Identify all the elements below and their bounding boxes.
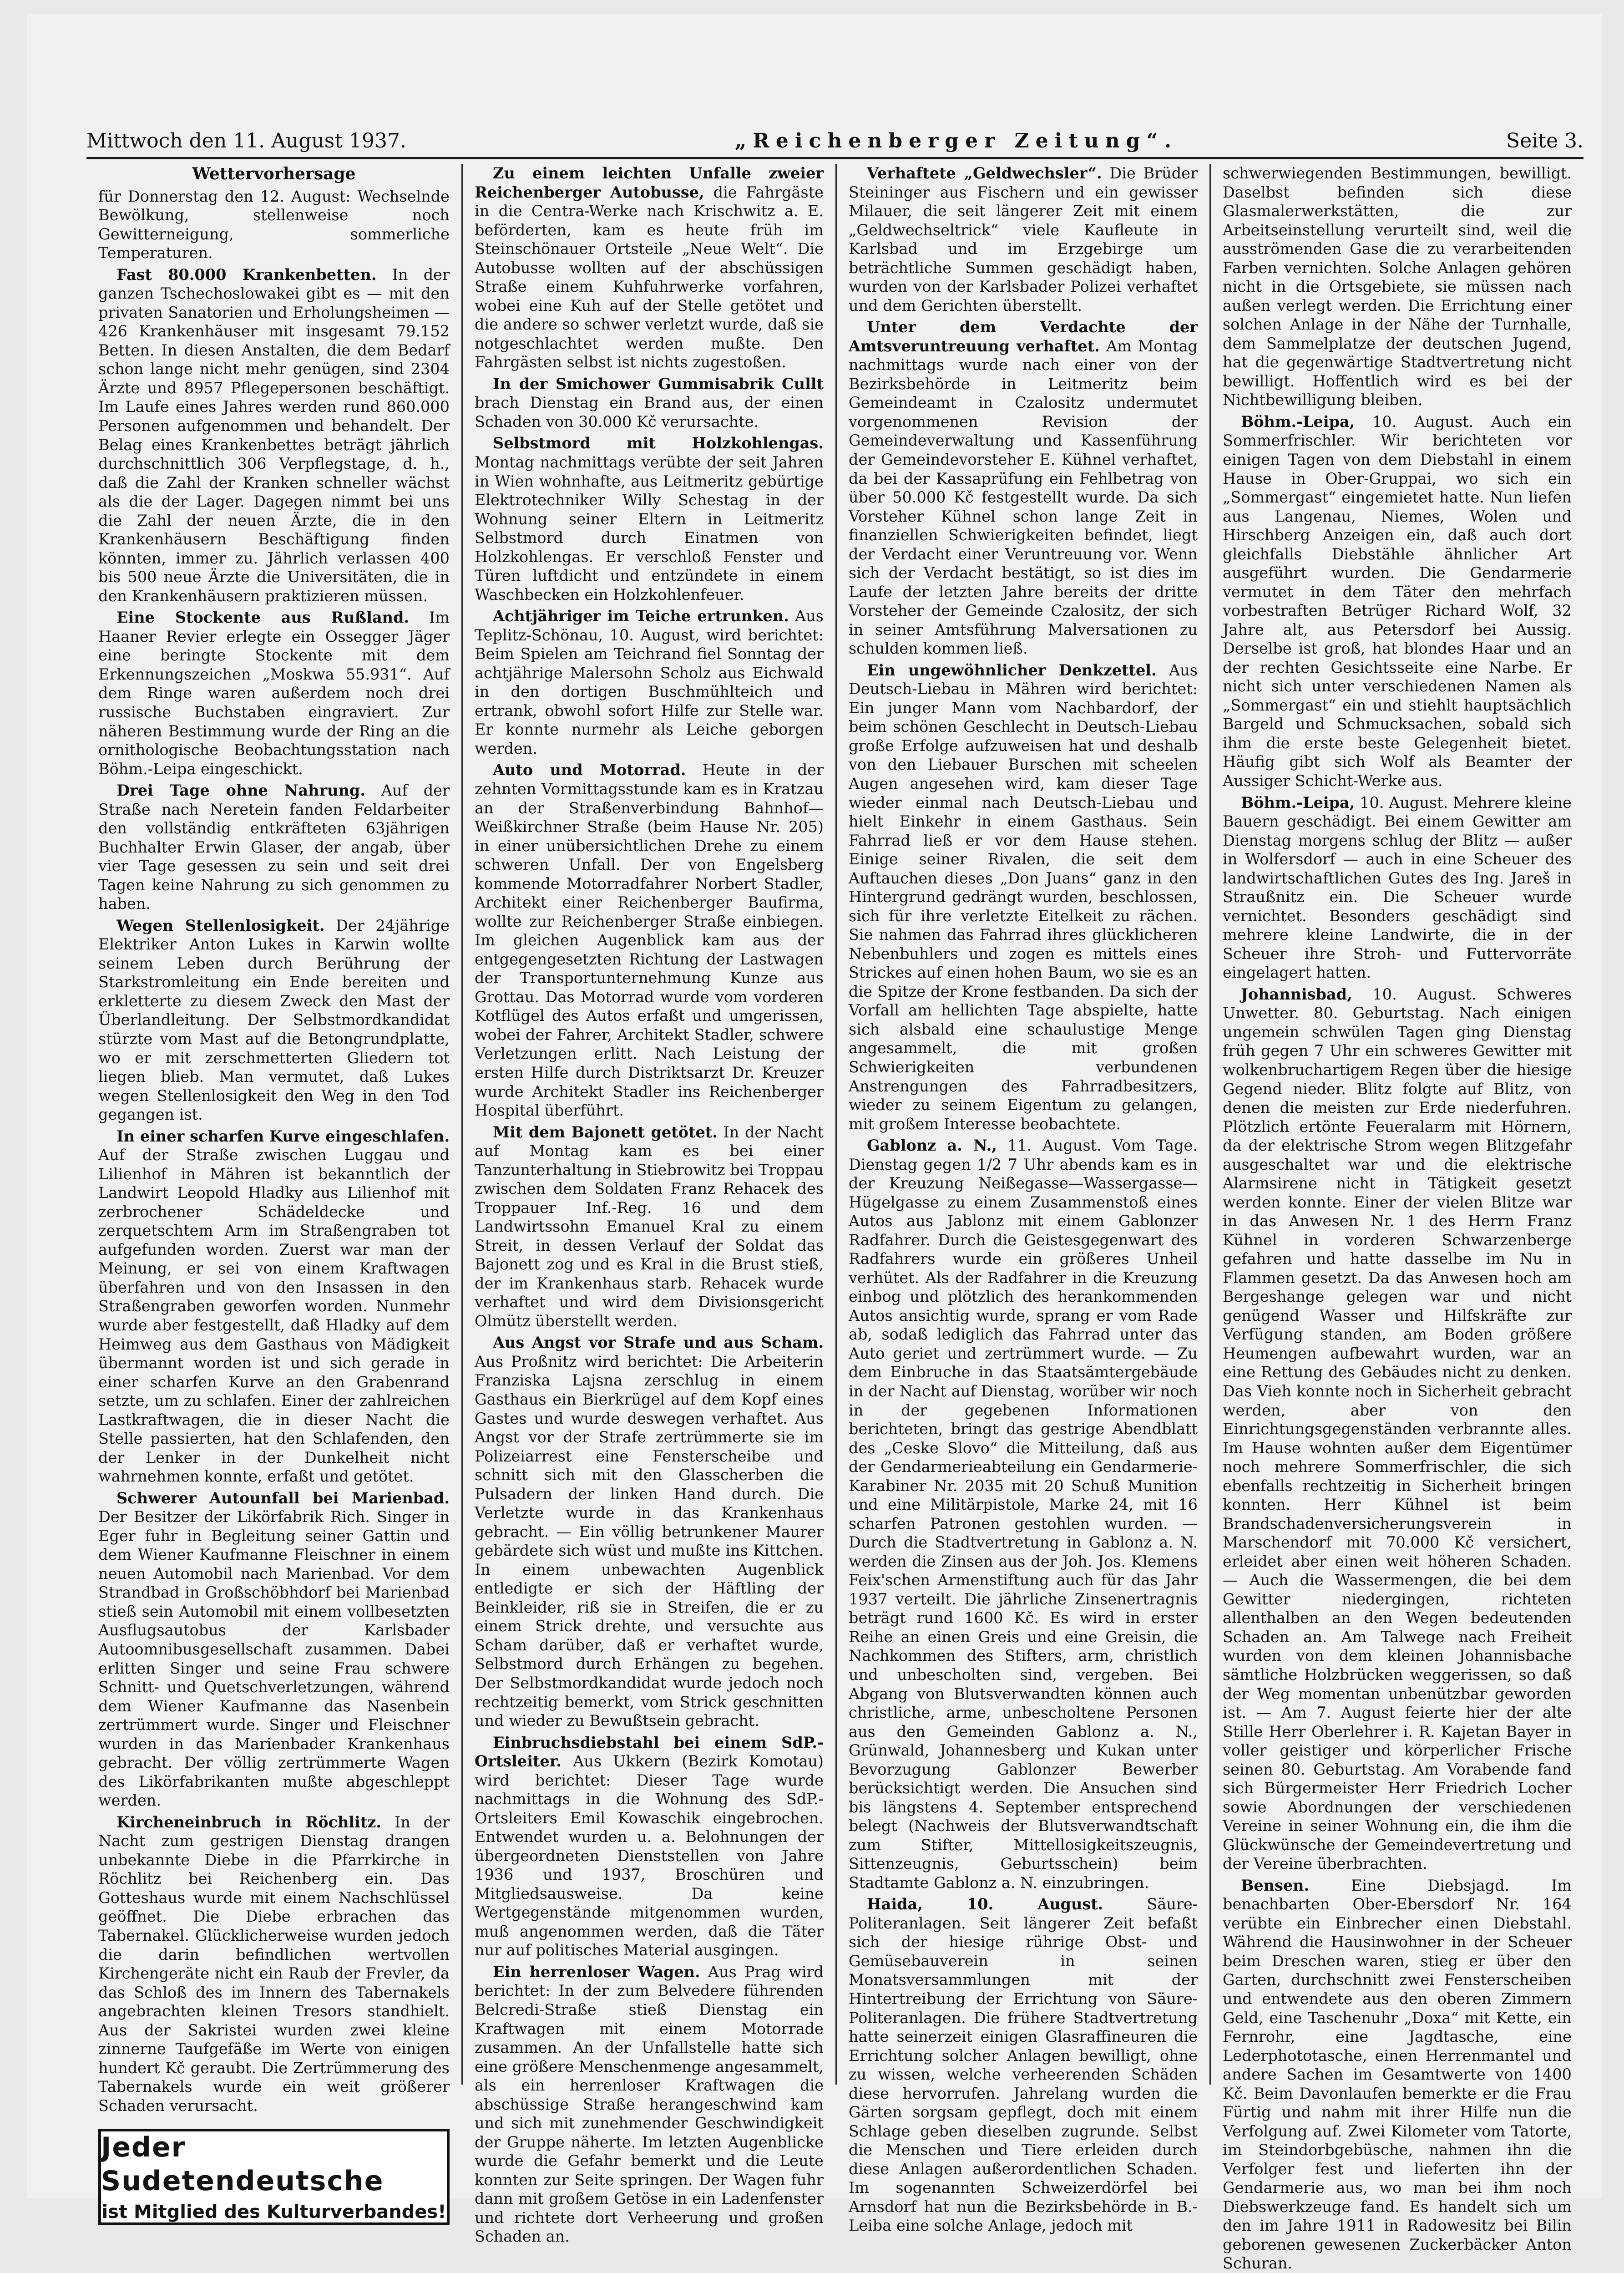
article [849,1895,1198,2235]
article-headline: Kircheneinbruch in Röchlitz. [116,1813,382,1831]
article-body: Aus Proßnitz wird berichtet: Die Arbeiterin Franziska Lajsna zerschlug in einem Gasthaus ein Bierkrügel auf dem Kopf eines Gastes und wurde deswegen verhaftet. Aus Angst vor der Strafe zertrümmerte sie im Polizeiarrest eine Fensterscheibe und schnitt sich mit den Glasscherben die Pulsadern der linken Hand durch. Die Verletzte wurde in das Krankenhaus gebracht. — Ein völlig betrunkener Maurer gebärdete sich wüst und mußte ins Kittchen. In einem unbewachten Augenblick entledigte er sich der Häftling der Beinkleider, riß sie in Streifen, die er zu einem Strick drehte, und versuchte aus Scham darüber, daß er verhaftet wurde, Selbstmord durch Erhängen zu begehen. Der Selbstmordkandidat wurde jedoch noch rechtzeitig bemerkt, vom Strick geschnitten und wieder zu Bewußtsein gebracht. [475,1352,824,1730]
article-body: Die Brüder Steininger aus Fischern und ein gewisser Milauer, die seit längerer Zeit mit einem „Geldwechseltrick“ viele Kaufleute in Karlsbad und im Erzgebirge um beträchtliche Summen geschädigt haben, wurden von der Karlsbader Polizei verhaftet und dem Gerichten überstellt. [849,164,1198,315]
article [98,1489,450,1810]
article-body: Eine Diebsjagd. Im benachbarten Ober-Ebersdorf Nr. 164 verübte ein Einbrecher einen Diebstahl. Während die Hausinwohner in der Scheuer beim Dreschen waren, stieg er über den Garten, durchschnitt zwei Fensterscheiben und entwendete aus den oberen Zimmern Geld, eine Taschenuhr „Doxa“ mit Kette, ein Fernrohr, eine Jagdtasche, eine Lederphototasche, einen Herrenmantel und andere Sachen im Gesamtwerte von 1400 Kč. Beim Davonlaufen bemerkte er die Frau Fürtig und nahm mit ihrer Hilfe nun die Verfolgung auf. Zwei Kilometer vom Tatorte, im Steindorbgebüsche, nahmen ihn die Verfolger fest und lieferten ihn der Gendarmerie aus, wo man bei ihm noch Diebswerkzeuge fand. Es handelt sich um den im Jahre 1911 in Radowesitz bei Bilin geborenen gewesenen Zuckerbäcker Anton Schuran. [1223,1876,1572,2273]
article-body: Aus Teplitz-Schönau, 10. August, wird berichtet: Beim Spielen am Teichrand fiel Sonntag der achtjährige Malersohn Scholz aus Eichwald in den dortigen Buschmühlteich und ertrank, obwohl sofort Hilfe zur Stelle war. Er konnte nurmehr als Leiche geborgen werden. [475,607,824,757]
article [849,318,1198,658]
article [475,607,824,758]
article-headline: Bensen. [1241,1876,1310,1894]
article-body: Montag nachmittags verübte der seit Jahren in Wien wohnhafte, aus Leitmeritz gebürtige Elektrotechniker Willy Schestag in der Wohnung seiner Eltern in Leitmeritz Selbstmord durch Einatmen von Holzkohlengas. Er verschloß Fenster und Türen luftdicht und entzündete in einem Waschbecken ein Holzkohlenfeuer. [475,453,824,604]
article-headline: Eine Stockente aus Rußland. [116,609,410,627]
article-headline: Auto und Motorrad. [493,761,686,779]
article-body: Aus Prag wird berichtet: In der zum Belvedere führenden Belcredi-Straße stieß Dienstag ein Kraftwagen mit einem Motorrade zusammen. An der Unfallstelle hatte sich eine größere Menschenmenge angesammelt, als ein herrenloser Kraftwagen die abschüssige Straße herangeschwind kam und sich mit zunehmender Geschwindigkeit der Gruppe näherte. Im letzten Augenblicke wurde die Gefahr bemerkt und die Leute konnten zur Seite springen. Der Wagen fuhr dann mit großem Getöse in ein Ladenfenster und richtete dort Verheerung und großen Schaden an. [475,1963,824,2246]
article-headline: In der Smichower Gummisabrik Cullt [493,375,824,393]
article-body: Aus Deutsch-Liebau in Mähren wird berichtet: Ein junger Mann vom Nachbardorf, der beim schönen Geschlecht in Deutsch-Liebau große Erfolge aufzuweisen hat und deshalb von den Liebauer Burschen mit scheelen Augen angesehen wird, kam dieser Tage wieder einmal nach Deutsch-Liebau und hielt Einkehr in einem Gasthaus. Sein Fahrrad ließ er vor dem Hause stehen. Einige seiner Rivalen, die seit dem Auftauchen dieses „Don Juans“ ganz in den Hintergrund gedrängt wurden, beschlossen, sich für ihre verletzte Eitelkeit zu rächen. Sie nahmen das Fahrrad ihres glücklicheren Nebenbuhlers und zogen es mittels eines Strickes auf einen hohen Baum, wo sie es an die Spitze der Krone festbanden. Da sich der Vorfall am hellichten Tage abspielte, hatte sich alsbald eine schaulustige Menge angesammelt, die mit großen Schwierigkeiten verbundenen Anstrengungen des Fahrradbesitzers, wieder zu seinem Eigentum zu gelangen, mit großem Interesse beobachtete. [849,661,1198,1133]
article-body: Am Montag nachmittags wurde nach einer von der Bezirksbehörde in Leitmeritz beim Gemeindeamt in Czalositz undermutet vorgenommenen Revision der Gemeindeverwaltung und Kassenführung der Gemeindevorsteher E. Kühnel verhaftet, da bei der Kassaprüfung ein Fehlbetrag von über 50.000 Kč festgestellt wurde. Da sich Vorsteher Kühnel schon lange Zeit in finanziellen Schwierigkeiten befindet, liegt der Verdacht einer Veruntreuung vor. Wenn sich der Verdacht bestätigt, so ist dies im Laufe der letzten Jahre bereits der dritte Vorsteher der Gemeinde Czalositz, der sich in seiner Amtsführung Malversationen zu schulden kommen ließ. [849,337,1198,658]
article [849,1136,1198,1892]
article-continuation: schwerwiegenden Bestimmungen, bewilligt. Daselbst befinden sich diese Glasmalerwerkstätten, die zur Arbeitseinstellung verurteilt sind, weil die ausströmenden Gase die zu verarbeitenden Farben vernichten. Solche Anlagen gehören nicht in die Ortsgebiete, sie müssen nach außen verlegt werden. Die Errichtung einer solchen Anlage in der Nähe der Turnhalle, dem Sammelplatze der deutschen Jugend, hat die gegenwärtige Stadtvertretung nicht bewilligt. Hoffentlich wird es bei der Nichtbewilligung bleiben. [1223,164,1572,409]
article-body: Der 24jährige Elektriker Anton Lukes in Karwin wollte seinem Leben durch Berührung der Starkstromleitung ein Ende bereiten und erkletterte zu diesem Zweck den Mast der Überlandleitung. Der Selbstmordkandidat stürzte vom Mast auf die Betongrundplatte, wo er mit zerschmetterten Gliedern tot liegen blieb. Man vermutet, daß Lukes wegen Stellenlosigkeit den Weg in den Tod gegangen ist. [98,916,450,1124]
article-body: 10. August. Schweres Unwetter. 80. Geburtstag. Nach einigen ungemein schwülen Tagen ging Dienstag früh gegen 7 Uhr ein schweres Gewitter mit wolkenbruchartigem Regen über die hiesige Gegend nieder. Blitz folgte auf Blitz, von denen die meisten zur Erde niederfuhren. Plötzlich ertönte Feueralarm mit Hörnern, da der elektrische Strom wegen Blitzgefahr ausgeschaltet war und die elektrische Alarmsirene nicht in Tätigkeit gesetzt werden konnte. Einer der vielen Blitze war in das Anwesen Nr. 1 des Herrn Franz Kühnel in vorderen Schwarzenberge gefahren und hatte dasselbe im Nu in Flammen gesetzt. Da das Anwesen hoch am Bergeshange gelegen war und nicht genügend Wasser und Hilfskräfte zur Verfügung standen, am Boden größere Heumengen aufbewahrt wurden, war an eine Rettung des Gebäudes nicht zu denken. Das Vieh konnte noch in Sicherheit gebracht werden, aber von den Einrichtungsgegenständen verbrannte alles. Im Hause wohnten außer dem Eigentümer noch mehrere Sommerfrischler, die sich ebenfalls rechtzeitig in Sicherheit bringen konnten. Herr Kühnel ist beim Brandschadenversicherungsverein in Marschendorf mit 70.000 Kč versichert, erleidet aber einen weit höheren Schaden. — Auch die Wassermengen, die bei dem Gewitter niedergingen, richteten allenthalben an den Wegen bedeutenden Schaden an. Am Talwege nach Freiheit wurden von dem kleinen Johannisbache sämtliche Holzbrücken weggerissen, so daß der Weg momentan unbenützbar geworden ist. — Am 7. August feierte hier der alte Stille Herr Oberlehrer i. R. Kajetan Bayer in voller geistiger und körperlicher Frische seinen 80. Geburtstag. Am Vorabende fand sich Bürgermeister Herr Friedrich Locher sowie Abordnungen der verschiedenen Vereine in seiner Wohnung ein, die ihm die Glückwünsche der Gemeindevertretung und der Vereine überbrachten. [1223,985,1572,1873]
article [98,916,450,1124]
article-headline: Johannisbad, [1241,985,1352,1003]
article-body: Der Besitzer der Likörfabrik Rich. Singer in Eger fuhr in Begleitung seiner Gattin und dem Wiener Kaufmanne Fleischner in einem neuen Automobil nach Marienbad. Vor dem Strandbad in Großschöbhdorf bei Marienbad stieß sein Automobil mit einem vollbesetzten Ausflugsautobus der Karlsbader Autoomnibusgesellschaft zusammen. Dabei erlitten Singer und seine Frau schwere Schnitt- und Quetschverletzungen, während dem Wiener Kaufmanne das Nasenbein zertrümmert wurde. Singer und Fleischner wurden in das Marienbader Krankenhaus gebracht. Der völlig zertrümmerte Wagen des Likörfabrikanten mußte abgeschleppt werden. [98,1508,450,1810]
article [475,434,824,604]
newspaper-name: „Reichenberger Zeitung“. [734,129,1178,152]
article-body: In der Nacht zum gestrigen Dienstag drangen unbekannte Diebe in die Pfarrkirche in Röchlitz bei Reichenberg ein. Das Gotteshaus wurde mit einem Nachschlüssel geöffnet. Die Diebe erbrachen das Tabernakel. Glücklicherweise wurden jedoch die darin befindlichen wertvollen Kirchengeräte nicht ein Raub der Frevler, da das Schloß des im Innern des Tabernakels angebrachten kleinen Tresors standhielt. Aus der Sakristei wurden zwei kleine zinnerne Taufgefäße im Werte von einigen hundert Kč geraubt. Die Zertrümmerung des Tabernakels wurde ein weit größerer Schaden verursacht. [98,1813,450,2115]
article-body: 10. August. Mehrere kleine Bauern geschädigt. Bei einem Gewitter am Dienstag morgens schlug der Blitz — außer in Wolfersdorf — auch in eine Scheuer des landwirtschaftlichen Gutes des Ing. Jareš in Straußnitz ein. Die Scheuer wurde vernichtet. Besonders geschädigt sind mehrere kleine Landwirte, die in der Scheuer ihre Stroh- und Futtervorräte eingelagert hatten. [1223,793,1572,982]
article-headline: Unter dem Verdachte der Amtsveruntreuung verhaftet. [849,318,1198,355]
article-body: die Fahrgäste in die Centra-Werke nach Krischwitz a. E. beförderten, kam es heute früh im Steinschönauer Ortsteile „Neue Welt“. Die Autobusse wollten auf der abschüssigen Straße einem Kuhfuhrwerke vorfahren, wobei eine Kuh auf der Stelle getötet und die andere so schwer verletzt wurde, daß sie notgeschlachtet werden mußte. Den Fahrgästen selbst ist nichts zugestoßen. [475,183,824,371]
article-headline: Schwerer Autounfall bei Marienbad. [116,1489,450,1507]
article [98,608,450,778]
article-headline: Fast 80.000 Krankenbetten. [116,265,377,284]
article-headline: Achtjähriger im Teiche ertrunken. [493,607,789,625]
article-headline: In einer scharfen Kurve eingeschlafen. [116,1127,450,1145]
article [849,661,1198,1133]
column-2 [461,164,835,2246]
article [849,164,1198,315]
article-body: 10. August. Auch ein Sommerfrischler. Wir berichteten vor einigen Tagen von dem Diebstahl in einem Hause in Ober-Gruppai, wo sich ein „Sommergast“ eingemietet hatte. Nun liefen aus Langenau, Niemes, Wolen und Hirschberg Anzeigen ein, daß auch dort gleichfalls Diebstähle ähnlicher Art ausgeführt wurden. Die Gendarmerie vermutet in dem Täter den mehrfach vorbestraften Betrüger Richard Wolf, 32 Jahre alt, aus Petersdorf bei Aussig. Derselbe ist groß, hat blondes Haar und an der rechten Gesichtsseite eine Narbe. Er nicht sich unter verschiedenen Namen als „Sommergast“ ein und stiehlt hauptsächlich Bargeld und Schmucksachen, sobald sich ihm die erste beste Gelegenheit bietet. Häufig gibt sich Wolf als Beamter der Aussiger Schicht-Werke aus. [1223,412,1572,790]
article-body: In der Nacht auf Montag kam es bei einer Tanzunterhaltung in Stiebrowitz bei Troppau zwischen dem Soldaten Franz Rehacek des Troppauer Inf.-Reg. 16 und dem Landwirtssohn Emanuel Kral zu einem Streit, in dessen Verlauf der Soldat das Bajonett zog und es Kral in die Brust stieß, der im Krankenhaus starb. Rehacek wurde verhaftet und wird dem Divisionsgericht Olmütz überstellt werden. [475,1123,824,1330]
article [98,265,450,606]
article-body: 11. August. Vom Tage. Dienstag gegen 1/2 7 Uhr abends kam es in der Kreuzung Neißegasse—Wassergasse—Hügelgasse zu einem Zusammenstoß eines Autos aus Jablonz mit einem Gablonzer Radfahrer. Durch die Geistesgegenwart des Radfahrers wurde ein größeres Unheil verhütet. Als der Radfahrer in die Kreuzung einbog und plötzlich des herankommenden Autos ansichtig wurde, sprang er vom Rade ab, sodaß lediglich das Fahrrad unter das Auto geriet und zertrümmert wurde. — Zu dem Einbruche in das Staatsämtergebäude in der Nacht auf Dienstag, worüber wir noch in der gegebenen Informationen berichteten, bringt das gestrige Abendblatt des „Ceske Slovo“ die Mitteilung, daß aus der Gendarmerieabteilung ein Gendarmerie-Karabiner Nr. 2035 mit 20 Schuß Munition und eine Militärpistole, Marke 24, mit 16 scharfen Patronen gestohlen wurden. — Durch die Stadtvertretung in Gablonz a. N. werden die Zinsen aus der Joh. Jos. Klemens Feix'schen Armenstiftung auch für das Jahr 1937 verteilt. Die jährliche Zinsenertragnis beträgt rund 1600 Kč. Es wird in erster Reihe an einen Greis und eine Greisin, die Nachkommen des Stifters, arm, christlich und unbescholten sind, vergeben. Bei Abgang von Blutsverwandten können auch christliche, arme, unbescholtene Personen aus den Gemeinden Gablonz a. N., Grünwald, Johannesberg und Kukan unter Bevorzugung Gablonzer Bewerber berücksichtigt werden. Die Ansuchen sind bis längstens 4. September entsprechend belegt (Nachweis der Blutsverwandtschaft zum Stifter, Mittellosigkeitszeugnis, Sittenzeugnis, Geburtsschein) beim Stadtamte Gablonz a. N. einzubringen. [849,1136,1198,1892]
article-headline: Einbruchsdiebstahl bei einem SdP.-Ortsleiter. [475,1733,824,1771]
article [98,1813,450,2116]
article-body: Säure-Politeranlagen. Seit längerer Zeit befaßt sich der hiesige rührige Obst- und Gemüsebauverein in seinen Monatsversammlungen mit der Hintertreibung der Errichtung von Säure-Politeranlagen. Die frühere Stadtvertretung hatte seinerzeit einigen Glasraffineuren die Errichtung solcher Anlagen bewilligt, ohne zu wissen, welche verheerenden Schäden diese hervorrufen. Jahrelang wurden die Gärten sorgsam gepflegt, doch mit einem Schlage geben dieselben zugrunde. Selbst die Menschen und Tiere erleiden durch diese Anlagen außerordentlichen Schaden. Im sogenannten Schweizerdörfel bei Arnsdorf hat nun die Bezirksbehörde in B.-Leiba eine solche Anlage, jedoch mit [849,1895,1198,2235]
article-body: Auf der Straße nach Neretein fanden Feldarbeiter den vollständig entkräfteten 63jährigen Buchhalter Erwin Glaser, der angab, über vier Tage gesessen zu sein und seit drei Tagen keine Nahrung zu sich genommen zu haben. [98,781,450,913]
article-headline: Selbstmord mit Holzkohlengas. [493,434,824,452]
article-body: Im Haaner Revier erlegte ein Ossegger Jäger eine beringte Stockente mit dem Erkennungszeichen „Moskwa 55.931“. Auf dem Ringe waren außerdem noch drei russische Buchstaben eingraviert. Zur näheren Bestimmung wurde der Ring an die ornithologische Beobachtungsstation nach Böhm.-Leipa eingeschickt. [98,609,450,778]
forecast-title: Wettervorhersage [192,164,356,183]
article-headline: Verhaftete „Geldwechsler“. [867,164,1102,182]
advertisement-box [98,2129,450,2225]
page-header [86,116,1584,159]
column-3 [835,164,1209,2235]
article [475,164,824,372]
article [475,761,824,1120]
article-body: In der ganzen Tschechoslowakei gibt es — mit den privaten Sanatorien und Erholungsheimen — 426 Krankenhäuser mit insgesamt 79.152 Betten. In diesen Anstalten, die dem Bedarf schon lange nicht mehr genügen, sind 2304 Ärzte und 8957 Pflegepersonen beschäftigt. Im Laufe eines Jahres werden rund 860.000 Personen aufgenommen und behandelt. Der Belag eines Krankenbettes beträgt jährlich durchschnittlich 306 Verpflegstage, d. h., daß die Zahl der Kranken schneller wächst als die der Lager. Dagegen nimmt bei uns die Zahl der neuen Ärzte, die in den Krankenhäusern Beschäftigung finden könnten, immer zu. Jährlich verlassen 400 bis 500 neue Ärzte die Universitäten, die in den Krankenhäusern praktizieren müssen. [98,265,450,605]
article [475,1733,824,1960]
article [1223,985,1572,1873]
column-4 [1209,164,1584,2273]
article-headline: Wegen Stellenlosigkeit. [116,916,325,934]
article-headline: Mit dem Bajonett getötet. [493,1123,718,1141]
article-headline: Ein ungewöhnlicher Denkzettel. [867,661,1157,679]
article-headline: Haida, 10. August. [867,1895,1103,1913]
ad-slogan: Jeder Sudetendeutsche [101,2131,384,2197]
article [475,1333,824,1730]
column-1 [86,164,461,2222]
article-body: Heute in der zehnten Vormittagsstunde kam es in Kratzau an der Straßenverbindung Bahnhof—Weißkirchner Straße (beim Hause Nr. 205) in einer unübersichtlichen Drehe zu einem schweren Unfall. Der von Engelsberg kommende Motorradfahrer Norbert Stadler, Architekt einer Reichenberger Baufirma, wollte zur Reichenberger Straße einbiegen. Im gleichen Augenblick kam aus der entgegengesetzten Richtung der Lastwagen der Transportunternehmung Kunze aus Grottau. Das Motorrad wurde vom vorderen Kotflügel des Autos erfaßt und umgerissen, wobei der Fahrer, Architekt Stadler, schwere Verletzungen erlitt. Nach Leistung der ersten Hilfe durch Distriktsarzt Dr. Kreuzer wurde Architekt Stadler ins Reichenberger Hospital überführt. [475,761,824,1120]
article [1223,1876,1572,2273]
article [1223,412,1572,791]
article-headline: Ein herrenloser Wagen. [493,1963,700,1981]
article [98,1127,450,1486]
article [1223,793,1572,982]
article-headline: Böhm.-Leipa, [1241,793,1355,812]
article [98,781,450,913]
article-body: Auf der Straße zwischen Luggau und Lilienhof in Mähren ist bekanntlich der Landwirt Leopold Hladky aus Lilienhof mit zerbrochener Schädeldecke und zerquetschtem Arm im Straßengraben tot aufgefunden worden. Zuerst war man der Meinung, er sei von einem Kraftwagen überfahren und von den Insassen in den Straßengraben geworfen worden. Nunmehr wurde aber festgestellt, daß Hladky auf dem Heimweg aus dem Gasthaus von Mädigkeit übermannt worden ist und sich gerade in einer scharfen Kurve an den Grabenrand setzte, um zu schlafen. Einer der zahlreichen Lastkraftwagen, die in dieser Nacht die Stelle passierten, hat den Schlafenden, den der Lenker in der Dunkelheit nicht wahrnehmen konnte, erfaßt und getötet. [98,1146,450,1486]
article [475,375,824,431]
ad-subline: ist Mitglied des Kulturverbandes! [101,2201,446,2222]
article-headline: Böhm.-Leipa, [1241,412,1355,431]
article-headline: Drei Tage ohne Nahrung. [116,781,365,800]
article-body: Aus Ukkern (Bezirk Komotau) wird berichtet: Dieser Tage wurde nachmittags in die Wohnung des SdP.-Ortsleiters Emil Kowaschik eingebrochen. Entwendet wurden u. a. Belohnungen der übergeordneten Dienststellen von Jahre 1936 und 1937, Broschüren und Mitgliedsausweise. Da keine Wertgegenstände mitgenommen wurden, muß angenommen werden, daß die Täter nur auf politisches Material ausgingen. [475,1752,824,1959]
article [475,1123,824,1331]
newspaper-page [27,14,1602,2273]
article-headline: Gablonz a. N., [867,1136,997,1155]
article [475,1963,824,2246]
forecast-text: für Donnerstag den 12. August: Wechselnde Bewölkung, stellenweise noch Gewitterneigung, sommerliche Temperaturen. [98,187,450,262]
header-date: Mittwoch den 11. August 1937. [86,129,406,152]
article-body: brach Dienstag ein Brand aus, der einen Schaden von 30.000 Kč verursachte. [475,394,824,431]
article-headline: Aus Angst vor Strafe und aus Scham. [493,1334,824,1352]
page-number: Seite 3. [1506,129,1584,152]
article-columns [86,164,1584,2273]
article-headline: Zu einem leichten Unfalle zweier Reichenberger Autobusse, [475,164,824,201]
